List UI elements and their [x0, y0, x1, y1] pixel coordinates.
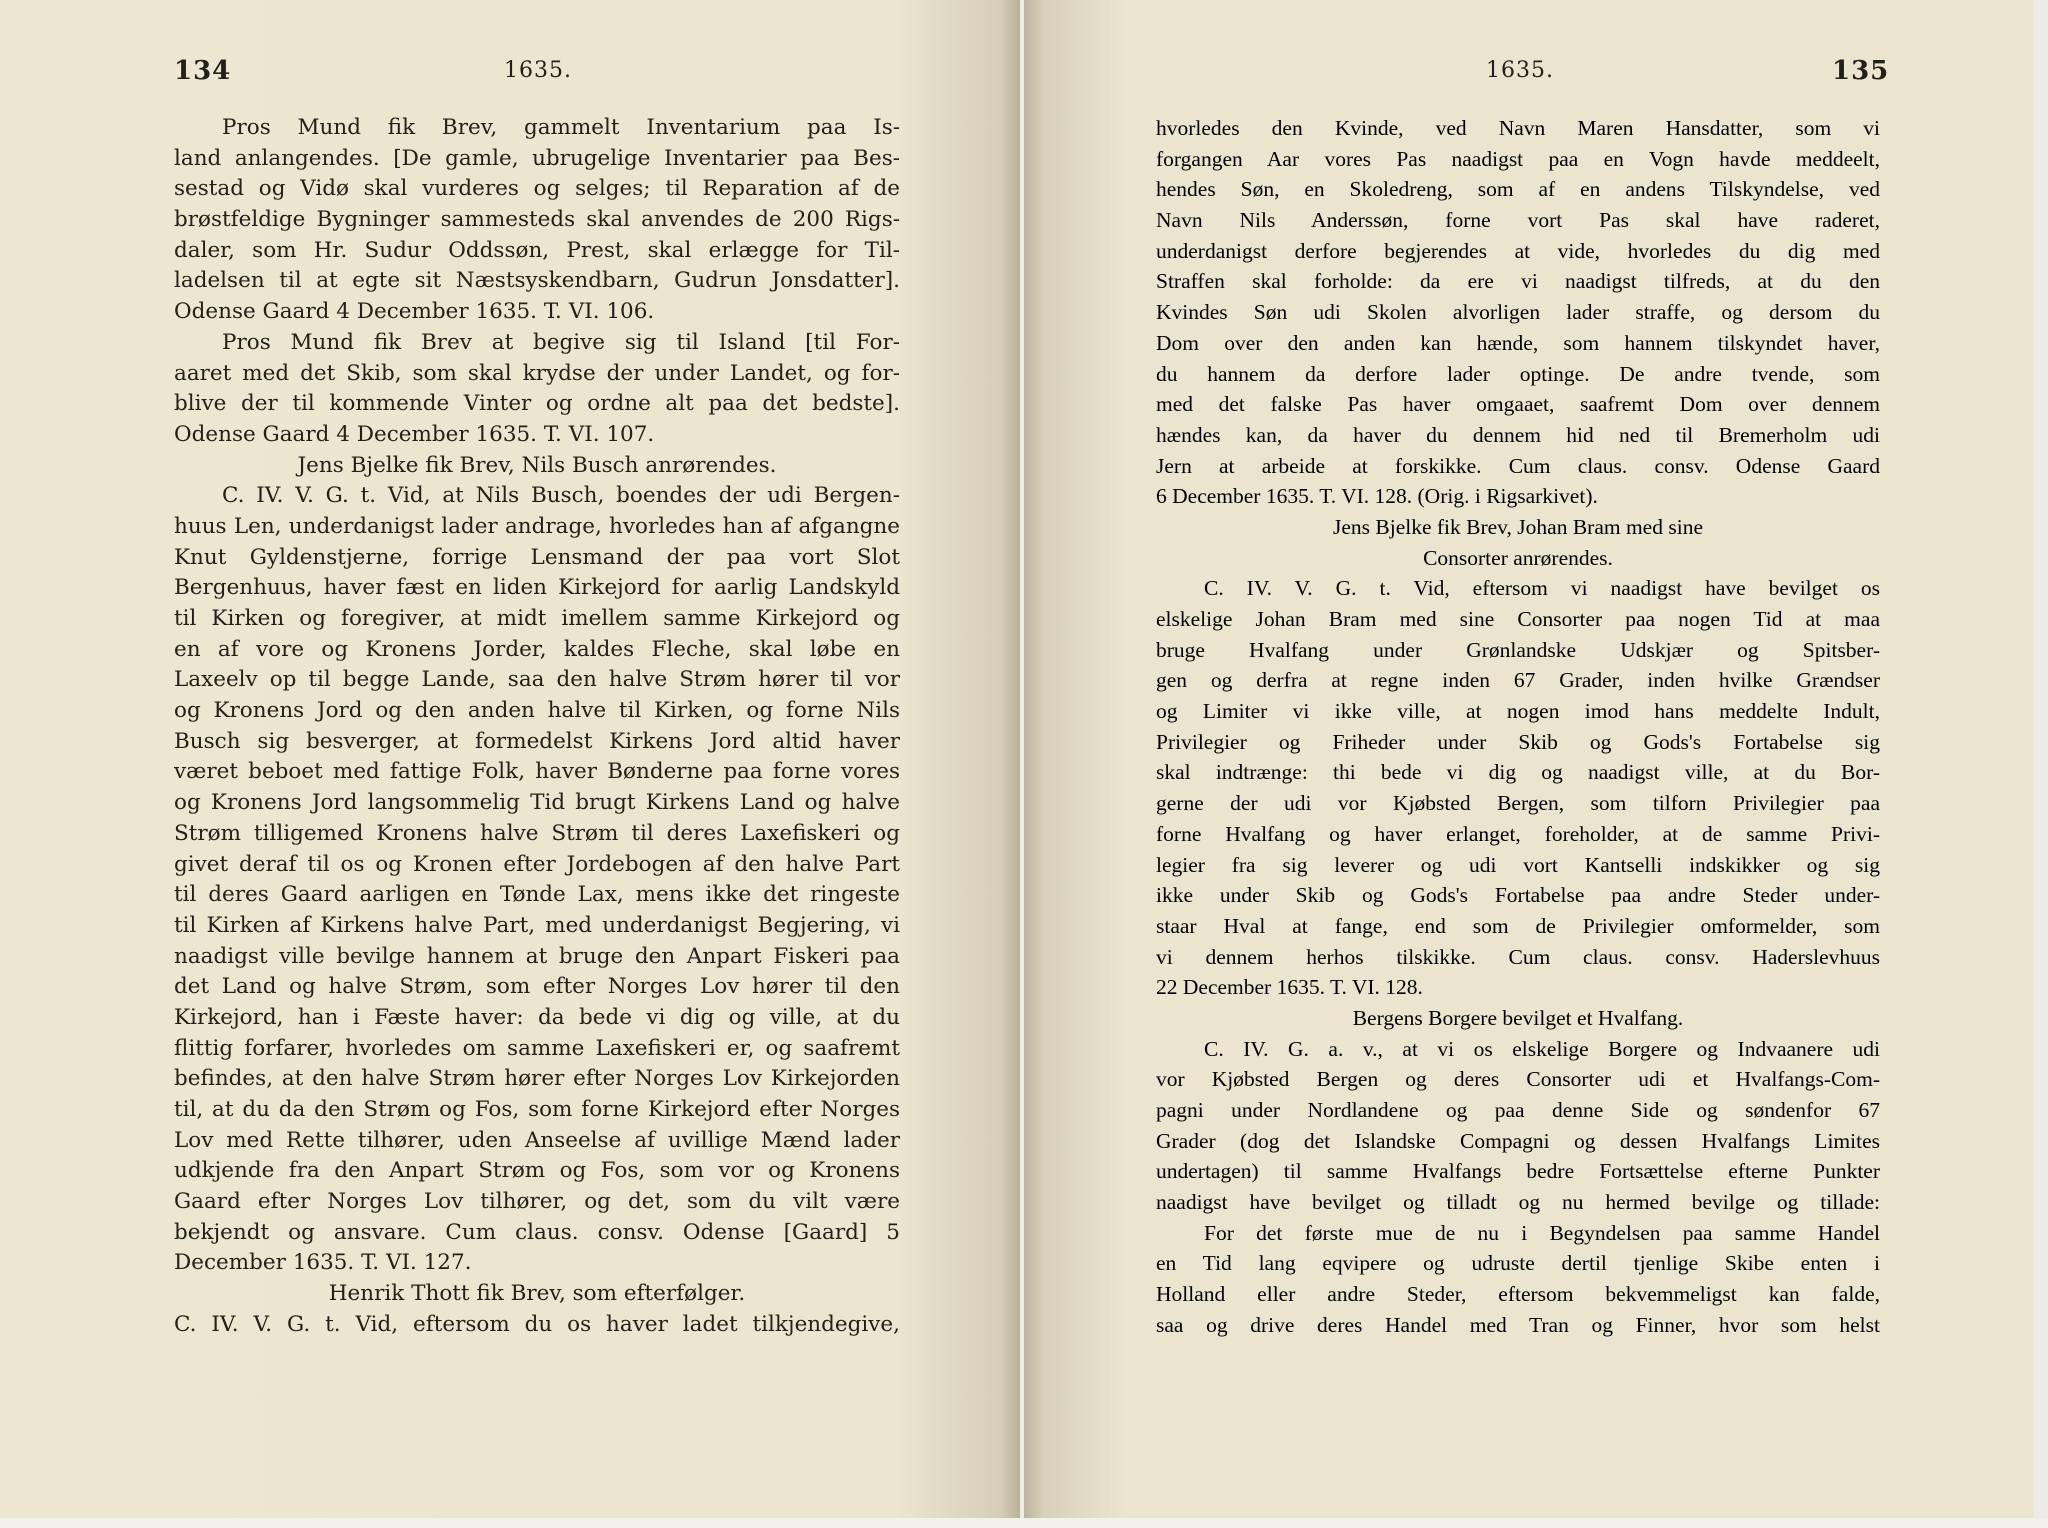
section-heading: Jens Bjelke fik Brev, Nils Busch anrørendes.: [297, 452, 777, 478]
text-line: til Kirken af Kirkens halve Part, med underdanigst Begjering, vi: [174, 912, 900, 938]
text-line: blive der til kommende Vinter og ordne alt paa det bedste].: [174, 391, 900, 417]
text-line: skal indtrænge: thi bede vi dig og naadigst ville, at du Bor-: [1156, 760, 1880, 785]
text-line: Jern at arbeide at forskikke. Cum claus. consv. Odense Gaard: [1156, 453, 1880, 478]
text-line: staar Hval at fange, end som de Privilegier omformelder, som: [1156, 913, 1880, 938]
text-line: Odense Gaard 4 December 1635. T. VI. 107.: [174, 421, 655, 447]
section-heading: Bergens Borgere bevilget et Hvalfang.: [1352, 1005, 1684, 1030]
text-line: daler, som Hr. Sudur Oddssøn, Prest, skal erlægge for Til-: [174, 237, 900, 263]
text-line: vor Kjøbsted Bergen og deres Consorter udi et Hvalfangs-Com-: [1156, 1067, 1880, 1092]
text-line: bekjendt og ansvare. Cum claus. consv. Odense [Gaard] 5: [174, 1219, 900, 1245]
text-line: pagni under Nordlandene og paa denne Side og søndenfor 67: [1156, 1098, 1880, 1122]
text-line: undertagen) til samme Hvalfangs bedre Fortsættelse efterne Punkter: [1156, 1159, 1880, 1184]
text-line: gerne der udi vor Kjøbsted Bergen, som tilforn Privilegier paa: [1156, 791, 1880, 816]
text-line: sestad og Vidø skal vurderes og selges; til Reparation af de: [174, 176, 900, 202]
text-line: naadigst ville bevilge hannem at bruge den Anpart Fiskeri paa: [174, 943, 900, 969]
text-line: Kirkejord, han i Fæste haver: da bede vi dig og ville, at du: [174, 1004, 900, 1030]
right-page-year: 1635.: [1486, 58, 1554, 83]
text-line: til deres Gaard aarligen en Tønde Lax, mens ikke det ringeste: [174, 882, 900, 908]
text-line: huus Len, underdanigst lader andrage, hvorledes han af afgangne: [174, 513, 900, 539]
text-line: med det falske Pas haver omgaaet, saafremt Dom over dennem: [1156, 392, 1880, 417]
text-line: en af vore og Kronens Jorder, kaldes Fleche, skal løbe en: [174, 636, 900, 662]
text-line: hendes Søn, en Skoledreng, som af en andens Tilskyndelse, ved: [1156, 177, 1880, 202]
text-line: C. IV. V. G. t. Vid, at Nils Busch, boendes der udi Bergen-: [222, 483, 900, 509]
text-line: forgangen Aar vores Pas naadigst paa en Vogn havde meddeelt,: [1156, 146, 1880, 171]
text-line: ladelsen til at egte sit Næstsyskendbarn, Gudrun Jonsdatter].: [174, 268, 900, 294]
text-line: land anlangendes. [De gamle, ubrugelige Inventarier paa Bes-: [174, 145, 900, 171]
text-line: C. IV. V. G. t. Vid, eftersom du os haver ladet tilkjendegive,: [174, 1311, 900, 1337]
left-page-number: 134: [174, 56, 232, 86]
scan-border-bottom: [0, 1518, 2048, 1528]
text-line: det Land og halve Strøm, som efter Norges Lov hører til den: [174, 974, 900, 1000]
text-line: Bergenhuus, haver fæst en liden Kirkejord for aarlig Landskyld: [174, 575, 900, 601]
text-line: Odense Gaard 4 December 1635. T. VI. 106.: [174, 299, 655, 325]
text-line: 22 December 1635. T. VI. 128.: [1156, 975, 1423, 1000]
left-page: [0, 0, 1020, 1518]
text-line: forne Hvalfang og haver erlanget, foreholder, at de samme Privi-: [1156, 821, 1880, 846]
text-line: vi dennem herhos tilskikke. Cum claus. consv. Haderslevhuus: [1156, 944, 1880, 969]
text-line: aaret med det Skib, som skal krydse der under Landet, og for-: [174, 360, 900, 386]
text-line: til Kirken og foregiver, at midt imellem samme Kirkejord og: [174, 606, 900, 631]
text-line: udkjende fra den Anpart Strøm og Fos, som vor og Kronens: [174, 1158, 900, 1184]
text-line: December 1635. T. VI. 127.: [174, 1250, 472, 1276]
text-line: saa og drive deres Handel med Tran og Finner, hvor som helst: [1156, 1312, 1880, 1337]
text-line: og Kronens Jord og den anden halve til Kirken, og forne Nils: [174, 698, 900, 724]
section-heading: Henrik Thott fik Brev, som efterfølger.: [328, 1281, 746, 1307]
text-line: C. IV. G. a. v., at vi os elskelige Borgere og Indvaanere udi: [1204, 1036, 1880, 1061]
text-line: underdanigst derfore begjerendes at vide, hvorledes du dig med: [1156, 238, 1880, 263]
right-page-number: 135: [1832, 56, 1890, 86]
text-line: brøstfeldige Bygninger sammesteds skal anvendes de 200 Rigs-: [174, 207, 900, 233]
text-line: Straffen skal forholde: da ere vi naadigst tilfreds, at du den: [1156, 269, 1880, 294]
text-line: Holland eller andre Steder, eftersom bekvemmeligst kan falde,: [1156, 1282, 1880, 1307]
text-line: legier fra sig leverer og udi vort Kantselli indskikker og sig: [1156, 852, 1880, 877]
right-page-body: [1156, 113, 1880, 1341]
left-page-body: [174, 113, 900, 1341]
text-line: gen og derfra at regne inden 67 Grader, inden hvilke Grændser: [1156, 668, 1880, 693]
text-line: ikke under Skib og Gods's Fortabelse paa andre Steder under-: [1156, 883, 1880, 908]
section-heading: Consorter anrørendes.: [1423, 545, 1613, 570]
text-line: hvorledes den Kvinde, ved Navn Maren Hansdatter, som vi: [1156, 116, 1880, 140]
text-line: elskelige Johan Bram med sine Consorter paa nogen Tid at maa: [1156, 607, 1880, 631]
text-line: Dom over den anden kan hænde, som hannem tilskyndet haver,: [1156, 330, 1880, 355]
text-line: og Kronens Jord langsommelig Tid brugt Kirkens Land og halve: [174, 790, 900, 816]
left-page-year: 1635.: [504, 58, 572, 83]
text-line: og Limiter vi ikke ville, at nogen imod hans meddelte Indult,: [1156, 699, 1880, 724]
text-line: bruge Hvalfang under Grønlandske Udskjær og Spitsber-: [1156, 637, 1880, 662]
text-line: du hannem da derfore lader optinge. De andre tvende, som: [1156, 361, 1880, 386]
scan-border-right: [2034, 0, 2048, 1528]
text-line: Privilegier og Friheder under Skib og Gods's Fortabelse sig: [1156, 729, 1880, 754]
text-line: Pros Mund fik Brev, gammelt Inventarium paa Is-: [222, 115, 900, 140]
text-line: C. IV. V. G. t. Vid, eftersom vi naadigst have bevilget os: [1204, 576, 1880, 601]
section-heading: Jens Bjelke fik Brev, Johan Bram med sine: [1332, 514, 1703, 539]
text-line: 6 December 1635. T. VI. 128. (Orig. i Rigsarkivet).: [1156, 484, 1598, 509]
text-line: naadigst have bevilget og tilladt og nu hermed bevilge og tillade:: [1156, 1190, 1880, 1215]
text-line: Navn Nils Anderssøn, forne vort Pas skal have raderet,: [1156, 208, 1880, 233]
text-line: flittig forfarer, hvorledes om samme Laxefiskeri er, og saafremt: [174, 1035, 900, 1061]
text-line: givet deraf til os og Kronen efter Jordebogen af den halve Part: [174, 851, 900, 877]
text-line: Knut Gyldenstjerne, forrige Lensmand der paa vort Slot: [174, 544, 900, 570]
text-line: Gaard efter Norges Lov tilhører, og det, som du vilt være: [174, 1189, 900, 1215]
text-line: til, at du da den Strøm og Fos, som forne Kirkejord efter Norges: [174, 1097, 900, 1122]
text-line: en Tid lang eqvipere og udruste dertil tjenlige Skibe enten i: [1156, 1251, 1880, 1276]
text-line: Strøm tilligemed Kronens halve Strøm til deres Laxefiskeri og: [174, 820, 900, 846]
text-line: Lov med Rette tilhører, uden Anseelse af uvillige Mænd lader: [174, 1127, 900, 1153]
text-line: For det første mue de nu i Begyndelsen paa samme Handel: [1204, 1220, 1880, 1245]
text-line: Pros Mund fik Brev at begive sig til Island [til For-: [222, 329, 900, 355]
text-line: Grader (dog det Islandske Compagni og dessen Hvalfangs Limites: [1156, 1128, 1880, 1153]
text-line: Kvindes Søn udi Skolen alvorligen lader straffe, og dersom du: [1156, 300, 1880, 325]
text-line: hændes kan, da haver du dennem hid ned til Bremerholm udi: [1156, 422, 1880, 447]
text-line: Busch sig besverger, at formedelst Kirkens Jord altid haver: [174, 728, 900, 754]
text-line: Laxeelv op til begge Lande, saa den halve Strøm hører til vor: [174, 667, 900, 693]
text-line: befindes, at den halve Strøm hører efter Norges Lov Kirkejorden: [174, 1066, 900, 1092]
text-line: været beboet med fattige Folk, haver Bønderne paa forne vores: [174, 759, 900, 785]
